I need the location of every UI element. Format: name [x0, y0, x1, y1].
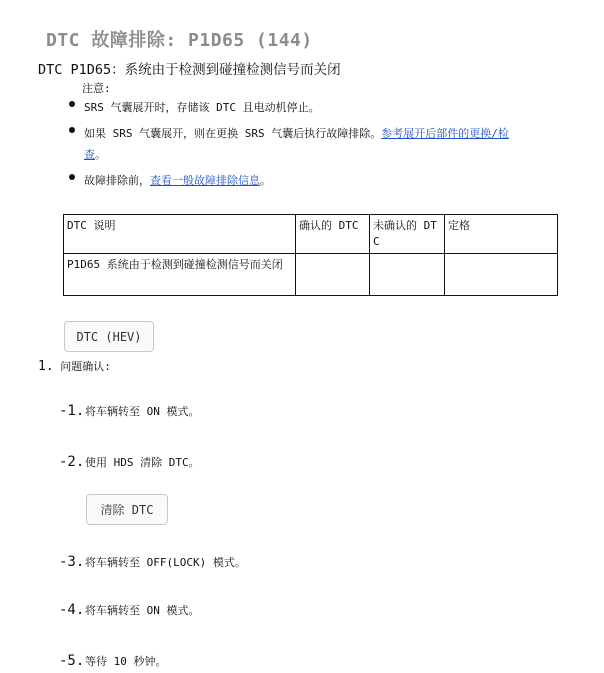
bullet-icon [69, 174, 75, 180]
bullet-icon [69, 127, 75, 133]
step-problem-confirmation [38, 358, 111, 374]
note-text: SRS 气囊展开时，存储该 DTC 且电动机停止。 [84, 101, 320, 114]
dtc-table [63, 214, 558, 296]
general-troubleshooting-link[interactable]: 查看一般故障排除信息 [150, 174, 260, 187]
note-text: 故障排除前， [84, 174, 150, 187]
clear-dtc-button[interactable] [86, 494, 168, 525]
table-cell [370, 254, 445, 296]
table-row [64, 254, 558, 296]
step-label: 问题确认: [60, 360, 111, 373]
replacement-inspection-link[interactable]: 参考展开后部件的更换/检 [381, 127, 509, 140]
table-cell [445, 254, 558, 296]
sub-step-number: -2. [59, 454, 85, 470]
note-item [84, 100, 320, 116]
note-item-continued [84, 147, 106, 163]
table-header-cell: 确认的 DTC [296, 215, 370, 254]
sub-step [59, 454, 200, 470]
sub-step-text: 将车辆转至 OFF(LOCK) 模式。 [85, 556, 246, 569]
note-text: 如果 SRS 气囊展开，则在更换 SRS 气囊后执行故障排除。 [84, 127, 382, 140]
sub-step-number: -4. [59, 602, 85, 618]
table-header-cell: 定格 [445, 215, 558, 254]
sub-step-text: 等待 10 秒钟。 [85, 655, 167, 668]
sub-step-number: -5. [59, 653, 85, 669]
sub-step-text: 使用 HDS 清除 DTC。 [85, 456, 200, 469]
step-number: 1. [38, 359, 54, 374]
note-label: 注意: [82, 82, 111, 95]
table-header-cell: 未确认的 DTC [370, 215, 445, 254]
note-item [84, 173, 271, 189]
table-header-cell: DTC 说明 [64, 215, 296, 254]
sub-step-text: 将车辆转至 ON 模式。 [85, 604, 200, 617]
table-cell [296, 254, 370, 296]
sub-step [59, 403, 200, 419]
sub-step [59, 554, 246, 570]
bullet-icon [69, 101, 75, 107]
replacement-inspection-link-continued[interactable]: 查 [84, 148, 95, 161]
table-cell: P1D65 系统由于检测到碰撞检测信号而关闭 [64, 254, 296, 296]
page-title: DTC 故障排除: P1D65 (144) [46, 30, 313, 51]
note-suffix: 。 [260, 174, 271, 187]
note-suffix: 。 [95, 148, 106, 161]
dtc-subtitle: DTC P1D65：系统由于检测到碰撞检测信号而关闭 [38, 62, 341, 78]
sub-step [59, 653, 167, 669]
dtc-hev-button[interactable] [64, 321, 154, 352]
note-item [84, 126, 509, 142]
sub-step-text: 将车辆转至 ON 模式。 [85, 405, 200, 418]
dtc-hev-button-label: DTC (HEV) [76, 329, 142, 344]
clear-dtc-button-label: 清除 DTC [100, 503, 154, 517]
sub-step [59, 602, 200, 618]
sub-step-number: -1. [59, 403, 85, 419]
table-header-row [64, 215, 558, 254]
sub-step-number: -3. [59, 554, 85, 570]
